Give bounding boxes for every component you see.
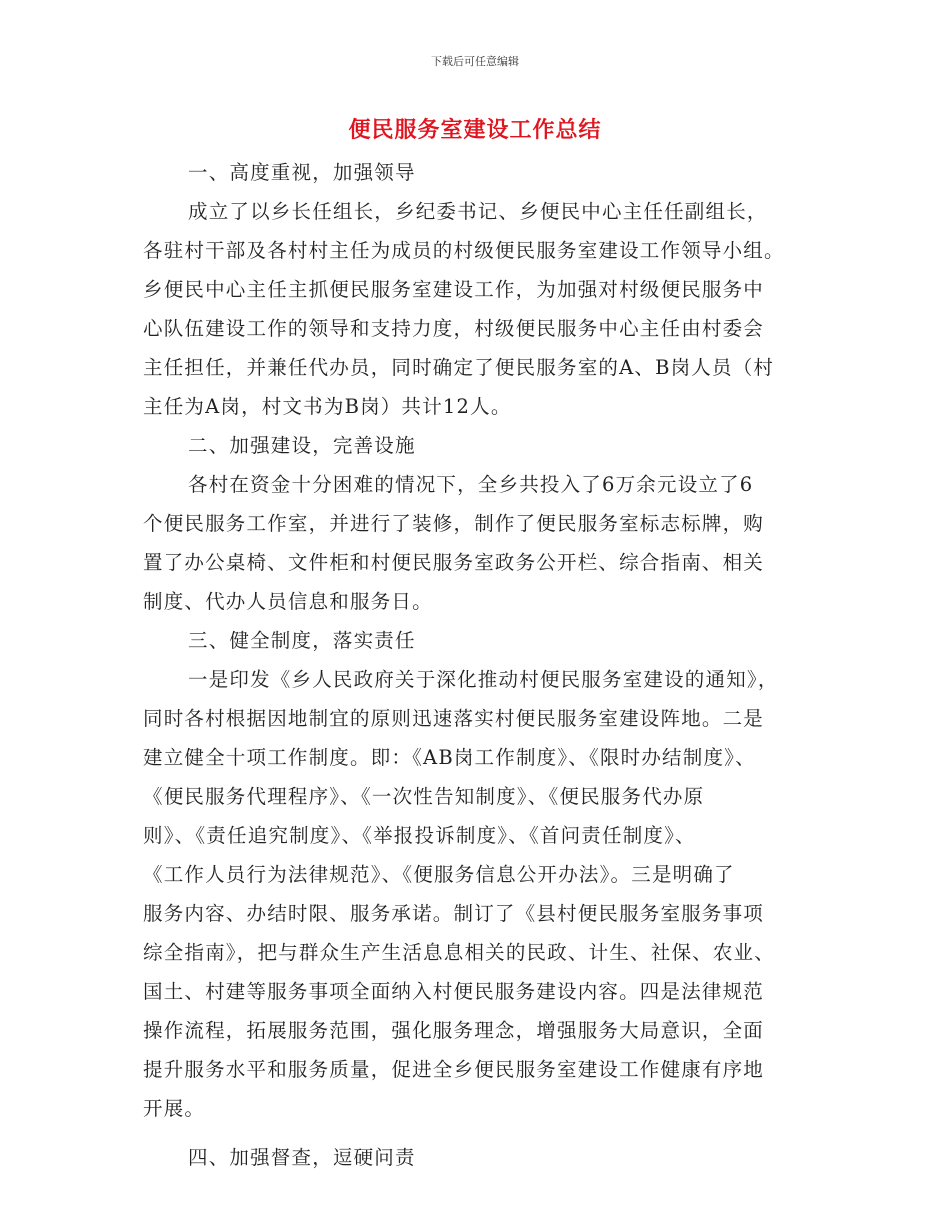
paragraph-1-line: 主任担任，并兼任代办员，同时确定了便民服务室的A、B岗人员（村: [143, 356, 775, 379]
paragraph-2-line: 各村在资金十分困难的情况下，全乡共投入了6万余元设立了6: [188, 473, 754, 496]
paragraph-3-line: 国土、村建等服务事项全面纳入村便民服务建设内容。四是法律规范: [143, 980, 765, 1003]
paragraph-3-line: 提升服务水平和服务质量，促进全乡便民服务室建设工作健康有序地: [143, 1058, 765, 1081]
paragraph-2-line: 制度、代办人员信息和服务日。: [143, 590, 433, 613]
paragraph-3-line: 《便民服务代理程序》、《一次性告知制度》、《便民服务代办原: [143, 785, 705, 808]
paragraph-3-line: 建立健全十项工作制度。即：《AB岗工作制度》、《限时办结制度》、: [143, 746, 756, 769]
paragraph-3-line: 开展。: [143, 1097, 206, 1120]
paragraph-3-line: 一是印发《乡人民政府关于深化推动村便民服务室建设的通知》，: [188, 668, 779, 691]
paragraph-3-line: 操作流程，拓展服务范围，强化服务理念，增强服务大局意识，全面: [143, 1019, 765, 1042]
paragraph-1-line: 心队伍建设工作的领导和支持力度，村级便民服务中心主任由村委会: [143, 317, 765, 340]
paragraph-3-line: 同时各村根据因地制宜的原则迅速落实村便民服务室建设阵地。二是: [143, 707, 765, 730]
paragraph-1-line: 主任为A岗，村文书为B岗）共计12人。: [143, 395, 512, 418]
paragraph-1-line: 各驻村干部及各村村主任为成员的村级便民服务室建设工作领导小组。: [143, 239, 785, 262]
paragraph-3-line: 综全指南》，把与群众生产生活息息相关的民政、计生、社保、农业、: [143, 941, 775, 964]
paragraph-1-line: 乡便民中心主任主抓便民服务室建设工作，为加强对村级便民服务中: [143, 278, 765, 301]
paragraph-1-line: 成立了以乡长任组长，乡纪委书记、乡便民中心主任任副组长，: [188, 200, 768, 223]
section-heading-3: 三、健全制度，落实责任: [188, 629, 416, 652]
document-body: [143, 153, 811, 1177]
paragraph-3-line: 则》、《责任追究制度》、《举报投诉制度》、《首问责任制度》、: [143, 824, 696, 847]
section-heading-1: 一、高度重视，加强领导: [188, 161, 416, 184]
paragraph-2-line: 置了办公桌椅、文件柜和村便民服务室政务公开栏、综合指南、相关: [143, 551, 765, 574]
section-heading-2: 二、加强建设，完善设施: [188, 434, 416, 457]
section-heading-4: 四、加强督查，逗硬问责: [188, 1146, 416, 1169]
paragraph-3-line: 《工作人员行为法律规范》、《便服务信息公开办法》。三是明确了: [143, 863, 735, 886]
header-note: 下载后可任意编辑: [431, 55, 519, 68]
paragraph-2-line: 个便民服务工作室，并进行了装修，制作了便民服务室标志标牌，购: [143, 512, 765, 535]
paragraph-3-line: 服务内容、办结时限、服务承诺。制订了《县村便民服务室服务事项: [143, 902, 765, 925]
document-title: 便民服务室建设工作总结: [348, 118, 602, 143]
